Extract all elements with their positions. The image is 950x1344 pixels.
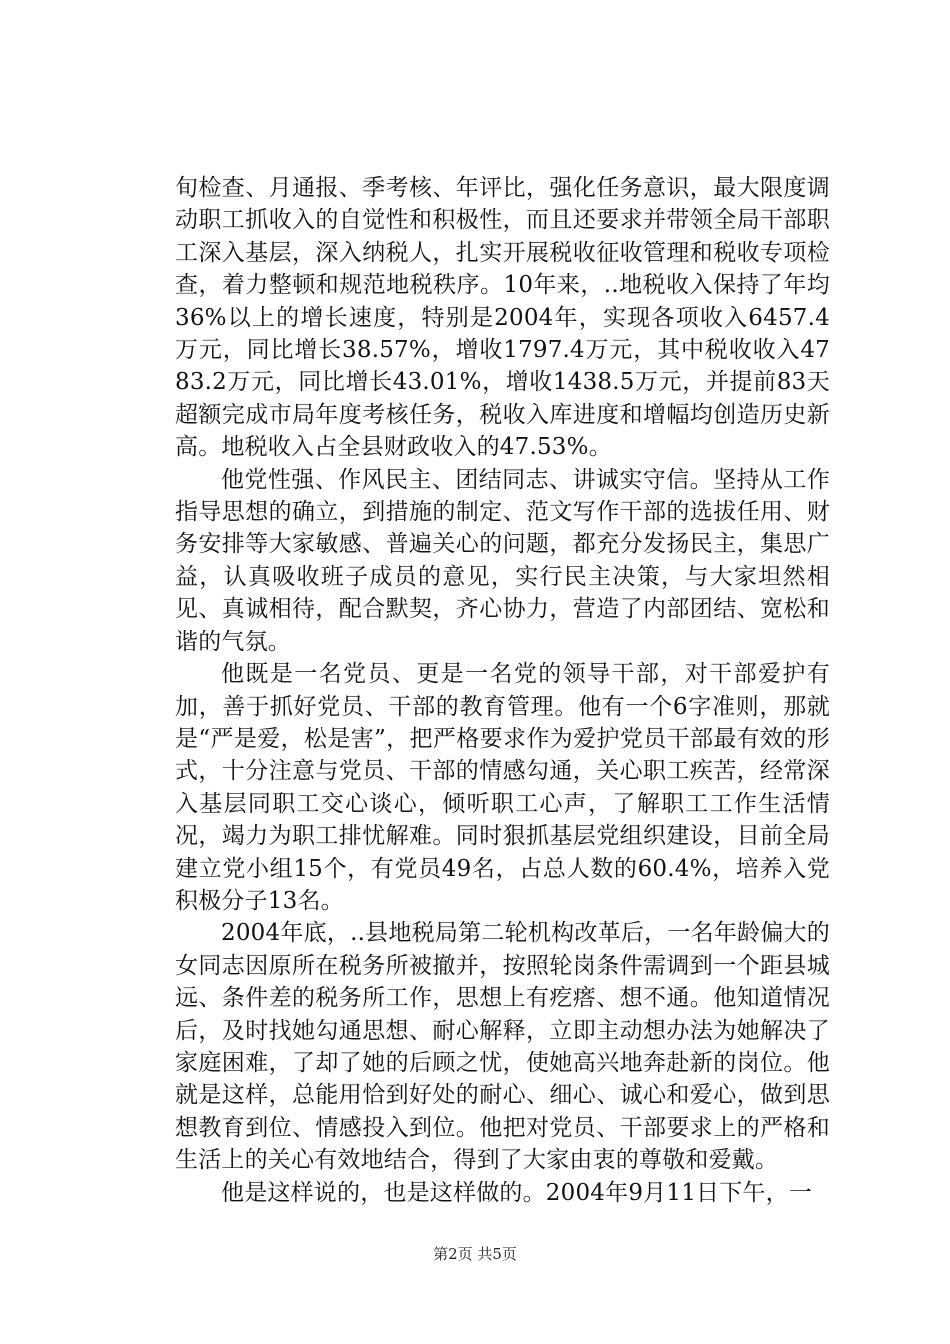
paragraph-4: 2004年底，..县地税局第二轮机构改革后，一名年龄偏大的女同志因原所在税务所被撤并，按照轮岗条件需调到一个距县城远、条件差的税务所工作，思想上有疙瘩、想不通。他知道情况后，及时找她勾通思想、耐心解释，立即主动想办法为她解决了家庭困难，了却了她的后顾之忧，使她高兴地奔赴新的岗位。他就是这样，总能用恰到好处的耐心、细心、诚心和爱心，做到思想教育到位、情感投入到位。他把对党员、干部要求上的严格和生活上的关心有效地结合，得到了大家由衷的尊敬和爱戴。 <box>175 920 830 1174</box>
paragraph-2: 他党性强、作风民主、团结同志、讲诚实守信。坚持从工作指导思想的确立，到措施的制定、范文写作干部的选拔任用、财务安排等大家敏感、普遍关心的问题，都充分发扬民主，集思广益，认真吸收班子成员的意见，实行民主决策，与大家坦然相见、真诚相待，配合默契，齐心协力，营造了内部团结、宽松和谐的气氛。 <box>175 466 830 655</box>
paragraph-3: 他既是一名党员、更是一名党的领导干部，对干部爱护有加，善于抓好党员、干部的教育管理。他有一个6字准则，那就是“严是爱，松是害”，把严格要求作为爱护党员干部最有效的形式，十分注意与党员、干部的情感勾通，关心职工疾苦，经常深入基层同职工交心谈心，倾听职工心声，了解职工工作生活情况，竭力为职工排忧解难。同时狠抓基层党组织建设，目前全局建立党小组15个，有党员49名，占总人数的60.4%，培养入党积极分子13名。 <box>175 661 830 914</box>
document-body <box>175 172 830 1209</box>
paragraph-5: 他是这样说的，也是这样做的。2004年9月11日下午，一 <box>221 1179 813 1206</box>
paragraph-1: 旬检查、月通报、季考核、年评比，强化任务意识，最大限度调动职工抓收入的自觉性和积极性，而且还要求并带领全局干部职工深入基层，深入纳税人，扎实开展税收征收管理和税收专项检查，着力整顿和规范地税秩序。10年来，..地税收入保持了年均36%以上的增长速度，特别是2004年，实现各项收入6457.4万元，同比增长38.57%，增收1797.4万元，其中税收收入4783.2万元，同比增长43.01%，增收1438.5万元，并提前83天超额完成市局年度考核任务，税收入库进度和增幅均创造历史新高。地税收入占全县财政收入的47.53%。 <box>175 175 830 461</box>
page-footer: 第2页 共5页 <box>433 1245 517 1263</box>
